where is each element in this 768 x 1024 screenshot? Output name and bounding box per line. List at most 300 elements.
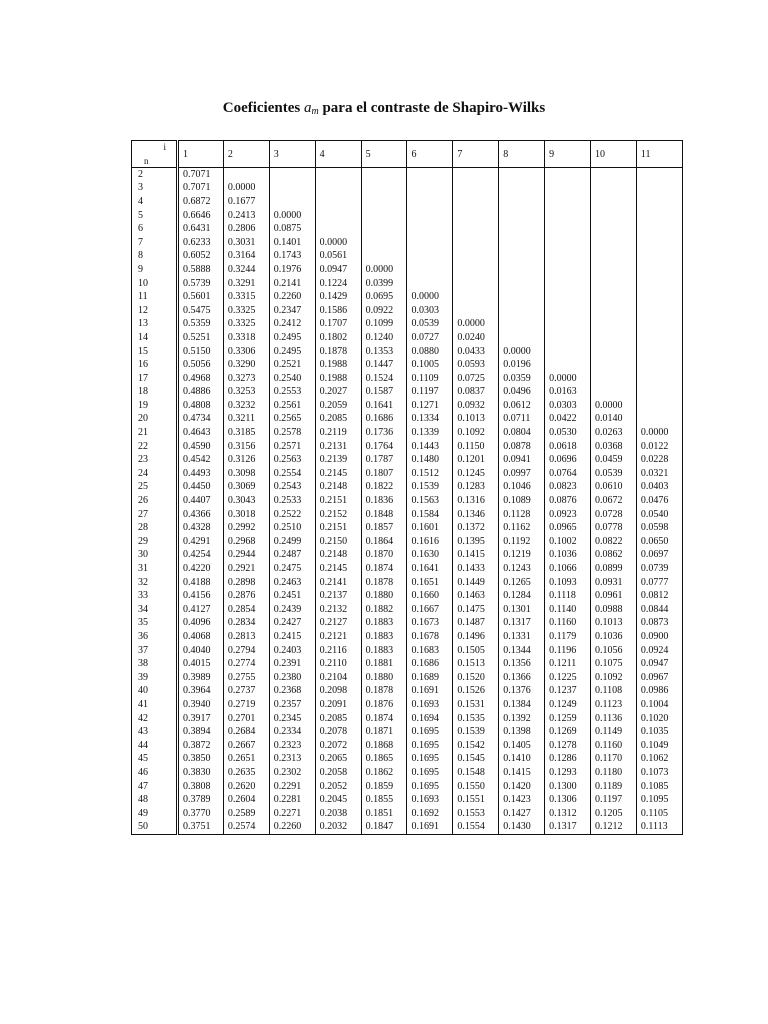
coefficient-cell: 0.3156 [223, 440, 269, 454]
row-n-cell: 38 [132, 657, 178, 671]
coefficient-cell: 0.1398 [499, 725, 545, 739]
coefficient-cell: 0.1667 [407, 603, 453, 617]
coefficient-cell: 0.4040 [178, 644, 224, 658]
coefficient-cell: 0.1128 [499, 508, 545, 522]
empty-cell [499, 209, 545, 223]
coefficient-cell: 0.2141 [269, 277, 315, 291]
coefficient-cell: 0.0812 [636, 589, 682, 603]
coefficient-cell: 0.2499 [269, 535, 315, 549]
coefficient-cell: 0.3098 [223, 467, 269, 481]
coefficient-cell: 0.1443 [407, 440, 453, 454]
coefficient-cell: 0.1551 [453, 793, 499, 807]
coefficient-cell: 0.2510 [269, 521, 315, 535]
coefficient-cell: 0.1505 [453, 644, 499, 658]
coefficient-cell: 0.1136 [591, 712, 637, 726]
coefficient-cell: 0.2260 [269, 821, 315, 835]
coefficient-cell: 0.1859 [361, 780, 407, 794]
row-n-cell: 41 [132, 698, 178, 712]
coefficient-cell: 0.1211 [545, 657, 591, 671]
coefficient-cell: 0.1616 [407, 535, 453, 549]
coefficient-cell: 0.2313 [269, 753, 315, 767]
row-n-cell: 44 [132, 739, 178, 753]
coefficient-cell: 0.0697 [636, 549, 682, 563]
empty-cell [591, 168, 637, 182]
coefficient-cell: 0.3185 [223, 426, 269, 440]
coefficient-cell: 0.3290 [223, 358, 269, 372]
table-row [132, 236, 683, 250]
coefficient-cell: 0.0000 [636, 426, 682, 440]
coefficient-cell: 0.0618 [545, 440, 591, 454]
coefficient-cell: 0.3917 [178, 712, 224, 726]
coefficient-cell: 0.1123 [591, 698, 637, 712]
row-n-cell: 46 [132, 766, 178, 780]
empty-cell [591, 318, 637, 332]
coefficient-cell: 0.0777 [636, 576, 682, 590]
coefficient-cell: 0.1225 [545, 671, 591, 685]
coefficient-cell: 0.3069 [223, 481, 269, 495]
coefficient-cell: 0.2415 [269, 630, 315, 644]
coefficient-cell: 0.0000 [269, 209, 315, 223]
empty-cell [545, 168, 591, 182]
empty-cell [223, 168, 269, 182]
coefficient-cell: 0.0862 [591, 549, 637, 563]
empty-cell [499, 236, 545, 250]
empty-cell [315, 222, 361, 236]
coefficient-cell: 0.2620 [223, 780, 269, 794]
coefficient-cell: 0.1883 [361, 617, 407, 631]
coefficient-cell: 0.0923 [545, 508, 591, 522]
coefficient-cell: 0.0000 [407, 290, 453, 304]
table-row [132, 576, 683, 590]
coefficient-cell: 0.0931 [591, 576, 637, 590]
row-n-cell: 31 [132, 562, 178, 576]
coefficient-cell: 0.2137 [315, 589, 361, 603]
row-n-cell: 42 [132, 712, 178, 726]
coefficient-cell: 0.3306 [223, 345, 269, 359]
coefficient-cell: 0.2563 [269, 453, 315, 467]
empty-cell [453, 263, 499, 277]
coefficient-cell: 0.1269 [545, 725, 591, 739]
table-row [132, 698, 683, 712]
coefficient-cell: 0.4493 [178, 467, 224, 481]
coefficient-cell: 0.4808 [178, 399, 224, 413]
row-n-cell: 18 [132, 386, 178, 400]
coefficient-cell: 0.1085 [636, 780, 682, 794]
coefficient-cell: 0.2098 [315, 685, 361, 699]
coefficient-cell: 0.3315 [223, 290, 269, 304]
coefficient-cell: 0.2719 [223, 698, 269, 712]
coefficient-cell: 0.1249 [545, 698, 591, 712]
coefficient-cell: 0.1265 [499, 576, 545, 590]
coefficient-cell: 0.2391 [269, 657, 315, 671]
coefficient-cell: 0.1197 [407, 386, 453, 400]
coefficient-cell: 0.1395 [453, 535, 499, 549]
coefficient-cell: 0.1020 [636, 712, 682, 726]
coefficient-cell: 0.1988 [315, 372, 361, 386]
coefficient-cell: 0.4643 [178, 426, 224, 440]
coefficient-cell: 0.4407 [178, 494, 224, 508]
coefficient-cell: 0.1036 [591, 630, 637, 644]
coefficient-cell: 0.1743 [269, 250, 315, 264]
coefficient-cell: 0.0880 [407, 345, 453, 359]
coefficient-cell: 0.2281 [269, 793, 315, 807]
table-body [132, 168, 683, 835]
coefficient-cell: 0.1695 [407, 725, 453, 739]
coefficient-cell: 0.0000 [361, 263, 407, 277]
coefficient-cell: 0.1630 [407, 549, 453, 563]
coefficient-cell: 0.2032 [315, 821, 361, 835]
coefficient-cell: 0.1550 [453, 780, 499, 794]
empty-cell [453, 195, 499, 209]
coefficient-cell: 0.1651 [407, 576, 453, 590]
coefficient-cell: 0.1976 [269, 263, 315, 277]
coefficient-cell: 0.1878 [361, 576, 407, 590]
empty-cell [636, 263, 682, 277]
coefficient-cell: 0.1004 [636, 698, 682, 712]
coefficient-cell: 0.1692 [407, 807, 453, 821]
column-header: 9 [545, 141, 591, 168]
column-header: 5 [361, 141, 407, 168]
coefficient-cell: 0.1871 [361, 725, 407, 739]
coefficient-cell: 0.2065 [315, 753, 361, 767]
coefficient-cell: 0.3325 [223, 318, 269, 332]
row-n-cell: 29 [132, 535, 178, 549]
coefficient-cell: 0.2565 [269, 413, 315, 427]
coefficient-cell: 0.0728 [591, 508, 637, 522]
coefficient-cell: 0.0967 [636, 671, 682, 685]
coefficient-cell: 0.1415 [453, 549, 499, 563]
coefficient-cell: 0.2085 [315, 413, 361, 427]
empty-cell [545, 358, 591, 372]
coefficient-cell: 0.1584 [407, 508, 453, 522]
coefficient-cell: 0.1410 [499, 753, 545, 767]
coefficient-cell: 0.1140 [545, 603, 591, 617]
empty-cell [269, 195, 315, 209]
coefficient-cell: 0.2774 [223, 657, 269, 671]
coefficient-cell: 0.3940 [178, 698, 224, 712]
coefficient-cell: 0.4068 [178, 630, 224, 644]
coefficient-cell: 0.0988 [591, 603, 637, 617]
table-row [132, 331, 683, 345]
row-n-cell: 13 [132, 318, 178, 332]
coefficient-cell: 0.1807 [361, 467, 407, 481]
coefficient-cell: 0.1062 [636, 753, 682, 767]
empty-cell [636, 318, 682, 332]
coefficient-cell: 0.0540 [636, 508, 682, 522]
row-n-cell: 11 [132, 290, 178, 304]
coefficient-cell: 0.1463 [453, 589, 499, 603]
table-row [132, 603, 683, 617]
coefficient-cell: 0.2150 [315, 535, 361, 549]
coefficient-cell: 0.0539 [407, 318, 453, 332]
coefficient-cell: 0.0878 [499, 440, 545, 454]
coefficient-cell: 0.0612 [499, 399, 545, 413]
row-n-cell: 8 [132, 250, 178, 264]
coefficient-cell: 0.2475 [269, 562, 315, 576]
row-n-cell: 34 [132, 603, 178, 617]
coefficient-cell: 0.1691 [407, 685, 453, 699]
coefficient-cell: 0.2992 [223, 521, 269, 535]
coefficient-cell: 0.1878 [361, 685, 407, 699]
table-row [132, 753, 683, 767]
coefficient-cell: 0.0000 [545, 372, 591, 386]
row-n-cell: 33 [132, 589, 178, 603]
coefficient-cell: 0.1035 [636, 725, 682, 739]
coefficient-cell: 0.1430 [499, 821, 545, 835]
coefficient-cell: 0.0873 [636, 617, 682, 631]
coefficient-cell: 0.2145 [315, 562, 361, 576]
coefficient-cell: 0.1865 [361, 753, 407, 767]
coefficient-cell: 0.1189 [591, 780, 637, 794]
coefficient-cell: 0.3989 [178, 671, 224, 685]
empty-cell [269, 168, 315, 182]
coefficient-cell: 0.2347 [269, 304, 315, 318]
coefficient-cell: 0.3770 [178, 807, 224, 821]
coefficient-cell: 0.1874 [361, 562, 407, 576]
coefficient-cell: 0.4291 [178, 535, 224, 549]
row-n-cell: 17 [132, 372, 178, 386]
empty-cell [591, 358, 637, 372]
coefficient-cell: 0.2052 [315, 780, 361, 794]
coefficient-cell: 0.2412 [269, 318, 315, 332]
empty-cell [499, 331, 545, 345]
coefficient-cell: 0.0822 [591, 535, 637, 549]
coefficient-cell: 0.0899 [591, 562, 637, 576]
row-n-cell: 16 [132, 358, 178, 372]
coefficient-cell: 0.0122 [636, 440, 682, 454]
table-row [132, 209, 683, 223]
table-header-row [132, 141, 683, 168]
coefficient-cell: 0.1331 [499, 630, 545, 644]
coefficient-cell: 0.2571 [269, 440, 315, 454]
coefficient-cell: 0.2684 [223, 725, 269, 739]
table-row [132, 494, 683, 508]
coefficient-cell: 0.2085 [315, 712, 361, 726]
empty-cell [545, 331, 591, 345]
column-header: 7 [453, 141, 499, 168]
coefficient-cell: 0.2291 [269, 780, 315, 794]
coefficient-cell: 0.2132 [315, 603, 361, 617]
coefficient-cell: 0.3126 [223, 453, 269, 467]
coefficient-cell: 0.1243 [499, 562, 545, 576]
row-n-cell: 2 [132, 168, 178, 182]
row-n-cell: 22 [132, 440, 178, 454]
coefficient-cell: 0.1695 [407, 739, 453, 753]
coefficient-cell: 0.1988 [315, 358, 361, 372]
coefficient-cell: 0.1683 [407, 644, 453, 658]
coefficient-cell: 0.1694 [407, 712, 453, 726]
row-n-cell: 23 [132, 453, 178, 467]
coefficient-cell: 0.1880 [361, 589, 407, 603]
table-row [132, 780, 683, 794]
row-n-cell: 9 [132, 263, 178, 277]
row-n-cell: 49 [132, 807, 178, 821]
row-n-cell: 32 [132, 576, 178, 590]
coefficient-cell: 0.1553 [453, 807, 499, 821]
empty-cell [499, 304, 545, 318]
empty-cell [361, 182, 407, 196]
coefficient-cell: 0.2403 [269, 644, 315, 658]
coefficient-cell: 0.0196 [499, 358, 545, 372]
table-row [132, 277, 683, 291]
coefficient-cell: 0.5150 [178, 345, 224, 359]
coefficient-cell: 0.3894 [178, 725, 224, 739]
coefficient-cell: 0.2495 [269, 345, 315, 359]
coefficient-cell: 0.5739 [178, 277, 224, 291]
coefficient-cell: 0.0986 [636, 685, 682, 699]
coefficient-cell: 0.0739 [636, 562, 682, 576]
row-n-cell: 30 [132, 549, 178, 563]
row-n-cell: 50 [132, 821, 178, 835]
coefficient-cell: 0.1691 [407, 821, 453, 835]
coefficient-cell: 0.1312 [545, 807, 591, 821]
coefficient-cell: 0.2944 [223, 549, 269, 563]
empty-cell [453, 304, 499, 318]
table-row [132, 617, 683, 631]
empty-cell [545, 277, 591, 291]
coefficient-cell: 0.0530 [545, 426, 591, 440]
coefficient-cell: 0.1196 [545, 644, 591, 658]
table-row [132, 712, 683, 726]
coefficient-cell: 0.1554 [453, 821, 499, 835]
row-n-cell: 47 [132, 780, 178, 794]
row-n-cell: 19 [132, 399, 178, 413]
row-n-cell: 37 [132, 644, 178, 658]
coefficient-cell: 0.1764 [361, 440, 407, 454]
coefficient-cell: 0.2357 [269, 698, 315, 712]
empty-cell [407, 222, 453, 236]
coefficient-cell: 0.1601 [407, 521, 453, 535]
empty-cell [591, 209, 637, 223]
coefficient-cell: 0.0875 [269, 222, 315, 236]
coefficient-cell: 0.1405 [499, 739, 545, 753]
empty-cell [499, 222, 545, 236]
coefficient-cell: 0.1678 [407, 630, 453, 644]
coefficient-cell: 0.1641 [361, 399, 407, 413]
coefficient-cell: 0.3164 [223, 250, 269, 264]
row-n-cell: 20 [132, 413, 178, 427]
coefficient-cell: 0.2072 [315, 739, 361, 753]
coefficient-cell: 0.2131 [315, 440, 361, 454]
corner-label-n: n [144, 156, 149, 166]
coefficient-cell: 0.1179 [545, 630, 591, 644]
empty-cell [315, 209, 361, 223]
coefficient-cell: 0.2078 [315, 725, 361, 739]
coefficient-cell: 0.2368 [269, 685, 315, 699]
coefficient-cell: 0.1423 [499, 793, 545, 807]
coefficient-cell: 0.1874 [361, 712, 407, 726]
empty-cell [407, 263, 453, 277]
coefficient-cell: 0.1284 [499, 589, 545, 603]
coefficient-cell: 0.0922 [361, 304, 407, 318]
table-row [132, 644, 683, 658]
row-n-cell: 39 [132, 671, 178, 685]
column-header: 8 [499, 141, 545, 168]
coefficient-cell: 0.4254 [178, 549, 224, 563]
table-row [132, 725, 683, 739]
coefficient-cell: 0.0778 [591, 521, 637, 535]
table-row [132, 182, 683, 196]
coefficient-cell: 0.1851 [361, 807, 407, 821]
table-row [132, 304, 683, 318]
empty-cell [591, 331, 637, 345]
coefficient-cell: 0.1880 [361, 671, 407, 685]
empty-cell [636, 222, 682, 236]
table-row [132, 426, 683, 440]
empty-cell [453, 236, 499, 250]
coefficient-cell: 0.0303 [407, 304, 453, 318]
coefficient-cell: 0.1870 [361, 549, 407, 563]
empty-cell [407, 168, 453, 182]
coefficient-cell: 0.2487 [269, 549, 315, 563]
coefficient-cell: 0.0368 [591, 440, 637, 454]
coefficient-cell: 0.2260 [269, 290, 315, 304]
coefficient-cell: 0.1013 [453, 413, 499, 427]
coefficient-cell: 0.5056 [178, 358, 224, 372]
coefficient-cell: 0.0876 [545, 494, 591, 508]
coefficient-cell: 0.1868 [361, 739, 407, 753]
empty-cell [636, 345, 682, 359]
coefficient-cell: 0.2604 [223, 793, 269, 807]
coefficient-cell: 0.1848 [361, 508, 407, 522]
title-symbol: a [303, 100, 312, 116]
empty-cell [636, 399, 682, 413]
coefficient-cell: 0.2635 [223, 766, 269, 780]
coefficient-cell: 0.0000 [223, 182, 269, 196]
coefficient-cell: 0.2554 [269, 467, 315, 481]
coefficient-cell: 0.0000 [591, 399, 637, 413]
coefficient-cell: 0.1283 [453, 481, 499, 495]
coefficient-cell: 0.2533 [269, 494, 315, 508]
coefficient-cell: 0.3253 [223, 386, 269, 400]
coefficient-cell: 0.1334 [407, 413, 453, 427]
empty-cell [499, 168, 545, 182]
coefficient-cell: 0.1356 [499, 657, 545, 671]
empty-cell [499, 182, 545, 196]
coefficient-cell: 0.0433 [453, 345, 499, 359]
coefficient-cell: 0.1836 [361, 494, 407, 508]
table-row [132, 250, 683, 264]
title-suffix: para el contraste de Shapiro-Wilks [318, 100, 546, 116]
empty-cell [636, 304, 682, 318]
empty-cell [545, 290, 591, 304]
coefficient-cell: 0.1693 [407, 793, 453, 807]
empty-cell [636, 250, 682, 264]
empty-cell [636, 290, 682, 304]
coefficient-cell: 0.2968 [223, 535, 269, 549]
column-header: 11 [636, 141, 682, 168]
coefficient-cell: 0.1271 [407, 399, 453, 413]
coefficient-cell: 0.1149 [591, 725, 637, 739]
coefficient-cell: 0.2302 [269, 766, 315, 780]
coefficient-cell: 0.1512 [407, 467, 453, 481]
coefficient-cell: 0.1695 [407, 766, 453, 780]
coefficient-cell: 0.1384 [499, 698, 545, 712]
coefficient-cell: 0.2151 [315, 521, 361, 535]
table-row [132, 386, 683, 400]
coefficient-cell: 0.6646 [178, 209, 224, 223]
coefficient-cell: 0.1224 [315, 277, 361, 291]
coefficient-cell: 0.1089 [499, 494, 545, 508]
coefficient-cell: 0.1245 [453, 467, 499, 481]
empty-cell [636, 182, 682, 196]
empty-cell [591, 250, 637, 264]
coefficient-cell: 0.1366 [499, 671, 545, 685]
coefficient-cell: 0.1487 [453, 617, 499, 631]
row-n-cell: 45 [132, 753, 178, 767]
coefficient-cell: 0.2038 [315, 807, 361, 821]
coefficient-cell: 0.1240 [361, 331, 407, 345]
